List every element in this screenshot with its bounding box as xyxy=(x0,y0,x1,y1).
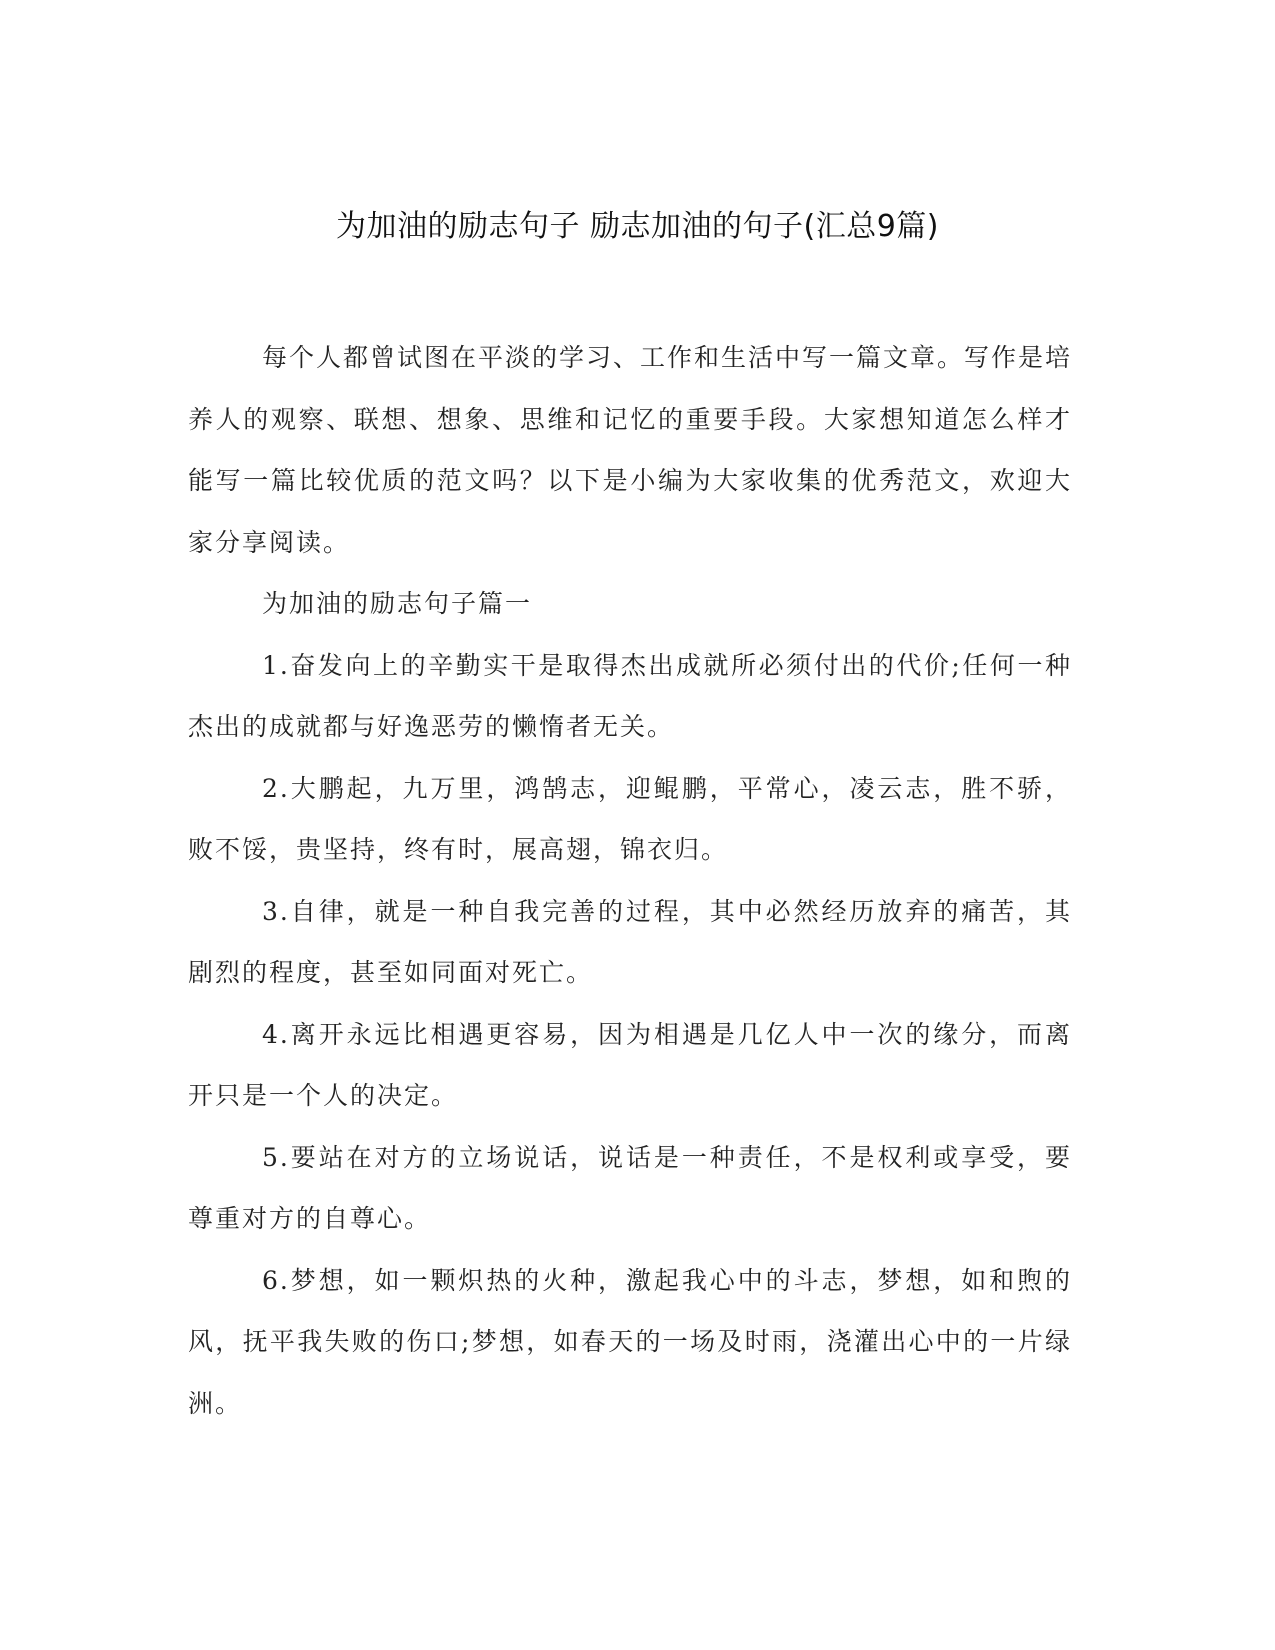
list-item: 1.奋发向上的辛勤实干是取得杰出成就所必须付出的代价;任何一种杰出的成就都与好逸恶劳的懒惰者无关。 xyxy=(188,650,1072,741)
list-item: 2.大鹏起，九万里，鸿鹄志，迎鲲鹏，平常心，凌云志，胜不骄，败不馁，贵坚持，终有时，展高翅，锦衣归。 xyxy=(188,773,1072,864)
list-item: 3.自律，就是一种自我完善的过程，其中必然经历放弃的痛苦，其剧烈的程度，甚至如同面对死亡。 xyxy=(188,896,1072,987)
list-item: 4.离开永远比相遇更容易，因为相遇是几亿人中一次的缘分，而离开只是一个人的决定。 xyxy=(188,1019,1072,1110)
list-item: 5.要站在对方的立场说话，说话是一种责任，不是权利或享受，要尊重对方的自尊心。 xyxy=(188,1142,1072,1233)
intro-paragraph: 每个人都曾试图在平淡的学习、工作和生活中写一篇文章。写作是培养人的观察、联想、想象、思维和记忆的重要手段。大家想知道怎么样才能写一篇比较优质的范文吗？以下是小编为大家收集的优秀范文，欢迎大家分享阅读。 xyxy=(188,343,1073,557)
document-body xyxy=(188,327,1072,1434)
document-title: 为加油的励志句子 励志加油的句子(汇总9篇) xyxy=(335,209,940,244)
section-heading: 为加油的励志句子篇一 xyxy=(262,589,533,618)
list-item: 6.梦想，如一颗炽热的火种，激起我心中的斗志，梦想，如和煦的风，抚平我失败的伤口;梦想，如春天的一场及时雨，浇灌出心中的一片绿洲。 xyxy=(188,1265,1072,1418)
